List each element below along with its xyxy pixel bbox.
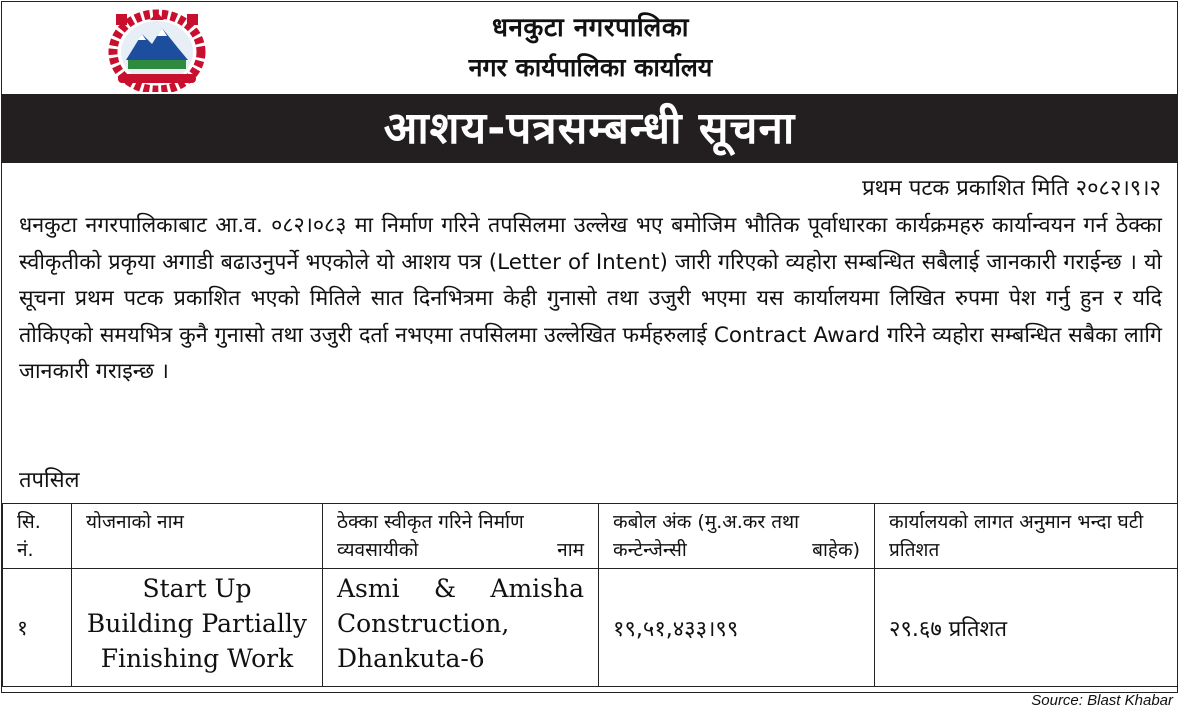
cell-contractor: Asmi & Amisha Construction, Dhankuta-6	[323, 569, 599, 687]
cell-sn: १	[3, 569, 72, 687]
office-subtitle: नगर कार्यपालिका कार्यालय	[468, 53, 713, 82]
tapasil-label: तपसिल	[19, 468, 80, 493]
cell-amount: १९,५१,४३३।९९	[599, 569, 875, 687]
contract-table	[2, 503, 1178, 687]
header-percent: कार्यालयको लागत अनुमान भन्दा घटी प्रतिशत	[875, 504, 1178, 569]
notice-title: आशय-पत्रसम्बन्धी सूचना	[383, 103, 796, 154]
cell-percent: २९.६७ प्रतिशत	[875, 569, 1178, 687]
header-contractor: ठेक्का स्वीकृत गरिने निर्माण व्यवसायीको नाम	[323, 504, 599, 569]
header-project: योजनाको नाम	[72, 504, 323, 569]
notice-title-bar	[2, 94, 1177, 163]
office-name: धनकुटा नगरपालिका	[491, 13, 690, 43]
header-amount: कबोल अंक (मु.अ.कर तथा कन्टेन्जेन्सी बाहेक)	[599, 504, 875, 569]
notice-body: धनकुटा नगरपालिकाबाट आ.व. ०८२।०८३ मा निर्माण गरिने तपसिलमा उल्लेख भए बमोजिम भौतिक पूर्वाधारका कार्यक्रमहरु कार्यान्वयन गर्न ठेक्का स्वीकृतीको प्रकृया अगाडी बढाउनुपर्ने भएकोले यो आशय पत्र (Letter of Intent) जारी गरिएको व्यहोरा सम्बन्धित सबैलाई जानकारी गराईन्छ । यो सूचना प्रथम पटक प्रकाशित भएको मितिले सात दिनभित्रमा केही गुनासो तथा उजुरी भएमा यस कार्यालयमा लिखित रुपमा पेश गर्नु हुन र यदि तोकिएको समयभित्र कुनै गुनासो तथा उजुरी दर्ता नभएमा तपसिलमा उल्लेखित फर्महरुलाई Contract Award गरिने व्यहोरा सम्बन्धित सबैका लागि जानकारी गराइन्छ ।	[19, 213, 1162, 384]
source-credit: Source: Blast Khabar	[1031, 692, 1173, 709]
table-row	[3, 569, 1178, 687]
header-sn: सि. नं.	[3, 504, 72, 569]
cell-project: Start Up Building Partially Finishing Work	[72, 569, 323, 687]
publish-date: प्रथम पटक प्रकाशित मिति २०८२।९।२	[862, 176, 1161, 201]
table-header-row	[3, 504, 1178, 569]
